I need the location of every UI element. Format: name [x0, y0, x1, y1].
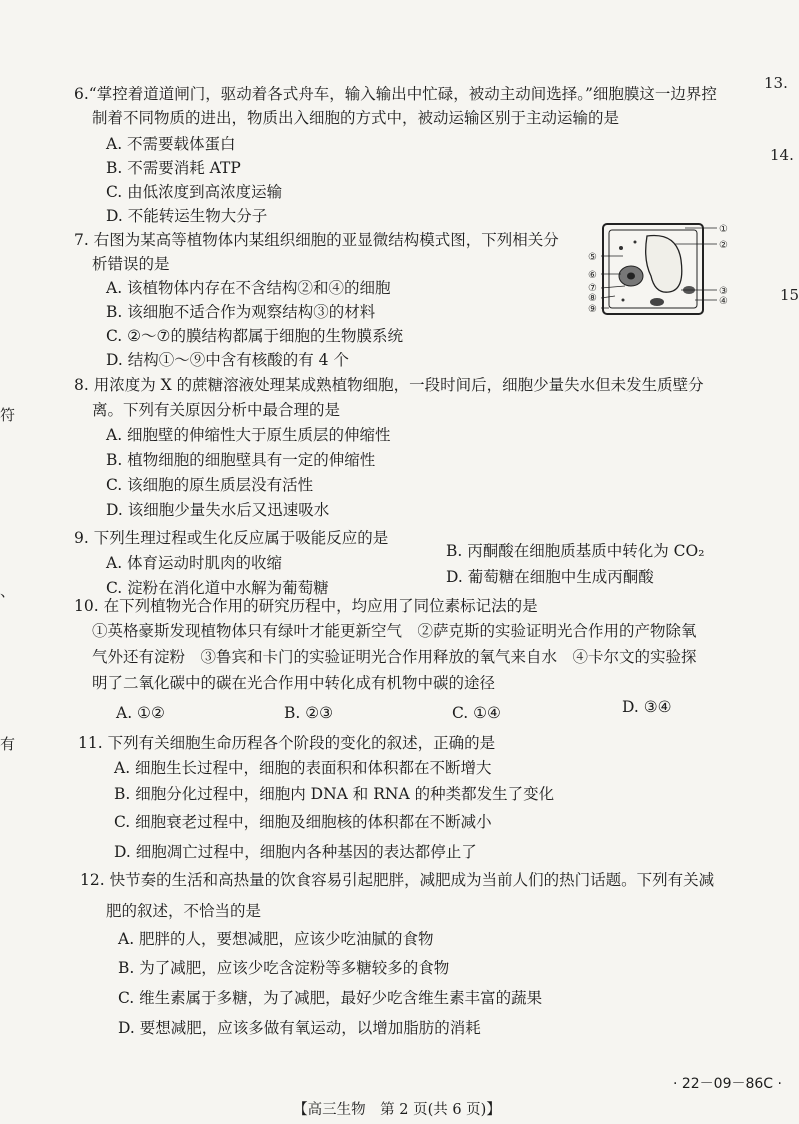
granule-shape [634, 241, 637, 244]
question-9-option-a: A. 体育运动时肌肉的收缩 [106, 554, 283, 572]
question-6-stem-line2: 制着不同物质的进出，物质出入细胞的方式中，被动运输区别于主动运输的是 [92, 109, 620, 127]
question-10-option-d: D. ③④ [622, 698, 672, 716]
question-10-option-c: C. ①④ [452, 704, 501, 722]
question-8-option-d: D. 该细胞少量失水后又迅速吸水 [106, 501, 330, 519]
diagram-label: ⑧ [588, 293, 597, 304]
mitochondrion-shape [650, 298, 664, 306]
diagram-label: ② [719, 240, 728, 251]
question-10-option-a: A. ①② [116, 704, 165, 722]
question-6-option-a: A. 不需要载体蛋白 [106, 135, 236, 153]
question-7-option-d: D. 结构①～⑨中含有核酸的有 4 个 [106, 351, 349, 369]
edge-fragment: 、 [0, 582, 16, 600]
plant-cell-diagram [585, 220, 735, 320]
exam-code: · 22－09－86C · [672, 1076, 782, 1092]
question-8-stem-line1: 8. 用浓度为 X 的蔗糖溶液处理某成熟植物细胞，一段时间后，细胞少量失水但未发生质壁分 [74, 376, 704, 394]
question-11-option-c: C. 细胞衰老过程中，细胞及细胞核的体积都在不断减小 [114, 813, 492, 831]
granule-shape [619, 246, 623, 250]
question-9-option-d: D. 葡萄糖在细胞中生成丙酮酸 [446, 568, 654, 586]
question-7-option-c: C. ②～⑦的膜结构都属于细胞的生物膜系统 [106, 327, 403, 345]
question-10-stem-line4: 明了二氧化碳中的碳在光合作用中转化成有机物中碳的途径 [92, 674, 496, 692]
question-12-stem-line1: 12. 快节奏的生活和高热量的饮食容易引起肥胖，减肥成为当前人们的热门话题。下列有关减 [80, 871, 715, 889]
diagram-label: ③ [719, 286, 728, 297]
question-8-option-a: A. 细胞壁的伸缩性大于原生质层的伸缩性 [106, 426, 391, 444]
question-9-stem: 9. 下列生理过程或生化反应属于吸能反应的是 [74, 529, 389, 547]
diagram-label: ① [719, 224, 728, 235]
edge-fragment: 14. [770, 146, 794, 164]
question-11-option-b: B. 细胞分化过程中，细胞内 DNA 和 RNA 的种类都发生了变化 [114, 785, 555, 803]
question-6-option-d: D. 不能转运生物大分子 [106, 207, 268, 225]
question-10-stem-line2: ①英格豪斯发现植物体只有绿叶才能更新空气 ②萨克斯的实验证明光合作用的产物除氧 [92, 622, 697, 640]
granule-shape [622, 299, 625, 302]
question-12-option-c: C. 维生素属于多糖，为了减肥，最好少吃含维生素丰富的蔬果 [118, 989, 543, 1007]
edge-fragment: 有 [0, 735, 16, 753]
question-7-option-a: A. 该植物体内存在不含结构②和④的细胞 [106, 279, 391, 297]
question-10-stem-line1: 10. 在下列植物光合作用的研究历程中，均应用了同位素标记法的是 [74, 597, 538, 615]
question-6-option-c: C. 由低浓度到高浓度运输 [106, 183, 283, 201]
diagram-label: ⑨ [588, 304, 597, 315]
question-12-stem-line2: 肥的叙述，不恰当的是 [106, 902, 262, 920]
diagram-label: ⑤ [588, 252, 597, 263]
question-9-option-c: C. 淀粉在消化道中水解为葡萄糖 [106, 579, 329, 597]
question-11-option-a: A. 细胞生长过程中，细胞的表面积和体积都在不断增大 [114, 759, 492, 777]
question-10-stem-line3: 气外还有淀粉 ③鲁宾和卡门的实验证明光合作用释放的氧气来自水 ④卡尔文的实验探 [92, 648, 697, 666]
edge-fragment: 13. [764, 74, 788, 92]
nucleolus-shape [627, 273, 635, 280]
question-12-option-d: D. 要想减肥，应该多做有氧运动，以增加脂肪的消耗 [118, 1019, 481, 1037]
diagram-label: ⑦ [588, 283, 597, 294]
diagram-label: ④ [719, 296, 728, 307]
question-12-option-b: B. 为了减肥，应该少吃含淀粉等多糖较多的食物 [118, 959, 450, 977]
diagram-label: ⑥ [588, 270, 597, 281]
question-7-stem-line2: 析错误的是 [92, 255, 170, 273]
question-12-option-a: A. 肥胖的人，要想减肥，应该少吃油腻的食物 [118, 930, 434, 948]
question-11-stem: 11. 下列有关细胞生命历程各个阶段的变化的叙述，正确的是 [78, 734, 496, 752]
edge-fragment: 符 [0, 406, 16, 424]
question-11-option-d: D. 细胞凋亡过程中，细胞内各种基因的表达都停止了 [114, 843, 477, 861]
question-6-stem-line1: 6.“掌控着道道闸门，驱动着各式舟车，输入输出中忙碌，被动主动间选择。”细胞膜这一边界控 [74, 85, 717, 103]
question-7-stem-line1: 7. 右图为某高等植物体内某组织细胞的亚显微结构模式图，下列相关分 [74, 231, 559, 249]
question-8-option-b: B. 植物细胞的细胞壁具有一定的伸缩性 [106, 451, 376, 469]
question-6-option-b: B. 不需要消耗 ATP [106, 159, 241, 177]
question-8-stem-line2: 离。下列有关原因分析中最合理的是 [92, 401, 341, 419]
edge-fragment: 15 [780, 286, 799, 304]
question-8-option-c: C. 该细胞的原生质层没有活性 [106, 476, 314, 494]
question-9-option-b: B. 丙酮酸在细胞质基质中转化为 CO₂ [446, 542, 705, 560]
question-10-option-b: B. ②③ [284, 704, 334, 722]
question-7-option-b: B. 该细胞不适合作为观察结构③的材料 [106, 303, 376, 321]
page-footer: 【高三生物 第 2 页(共 6 页)】 [293, 1102, 501, 1118]
